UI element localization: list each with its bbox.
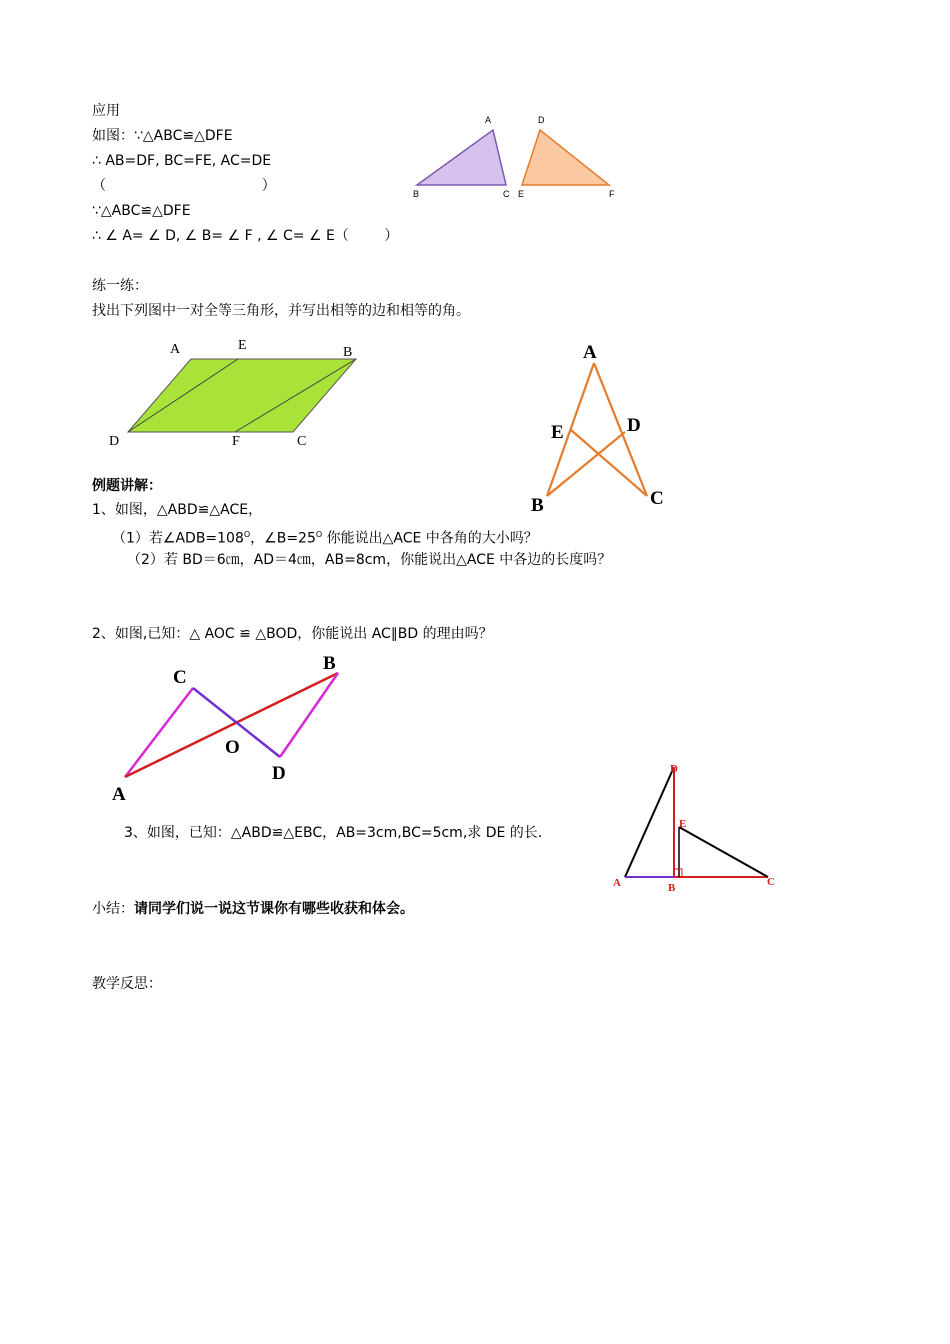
summary-label: 小结： — [92, 901, 134, 917]
summary — [92, 900, 414, 918]
parallelogram-adcb — [128, 359, 356, 432]
apply-line-4: ∵△ABC≌△DFE — [92, 203, 191, 219]
question-1: 1、如图，△ABD≌△ACE， — [92, 502, 263, 518]
figure-q2-bowtie — [105, 655, 365, 805]
examples-heading: 例题讲解： — [92, 478, 162, 494]
label-e: E — [679, 818, 687, 830]
label-d: D — [109, 434, 120, 449]
label-f: F — [609, 189, 615, 199]
reflection-label: 教学反思： — [92, 976, 162, 992]
label-b: B — [668, 882, 676, 894]
question-3: 3、如图，已知：△ABD≌△EBC，AB=3cm,BC=5cm,求 DE 的长. — [124, 825, 543, 841]
label-c: C — [297, 434, 307, 449]
question-1-part-2: （2）若 BD＝6㎝，AD＝4㎝，AB=8cm，你能说出△ACE 中各边的长度吗？ — [127, 552, 612, 568]
apply-heading: 应用 — [92, 103, 120, 119]
label-c: C — [503, 189, 510, 199]
figure-q3-right-triangles — [605, 757, 790, 897]
apply-line-5: ∴ ∠ A= ∠ D, ∠ B= ∠ F , ∠ C= ∠ E（ ） — [92, 228, 399, 244]
label-c: C — [767, 876, 775, 888]
apply-line-1: 如图：∵△ABC≌△DFE — [92, 128, 233, 144]
label-b: B — [323, 653, 336, 674]
degree-mark: O — [315, 530, 323, 539]
label-e: E — [551, 422, 564, 443]
apply-line-3: （ ） — [92, 178, 276, 194]
label-b: B — [531, 495, 544, 516]
segment-ad — [625, 767, 674, 877]
label-b: B — [413, 189, 420, 199]
label-f: F — [232, 434, 240, 449]
triangle-abc — [417, 130, 506, 185]
label-d: D — [272, 763, 286, 784]
segment-bd — [280, 673, 338, 757]
label-a: A — [170, 342, 181, 357]
label-o: O — [225, 737, 240, 758]
label-d: D — [670, 763, 678, 775]
label-d: D — [538, 115, 545, 125]
label-a: A — [485, 115, 492, 125]
segment-ec — [679, 827, 768, 877]
practice-heading: 练一练： — [92, 278, 148, 294]
label-a: A — [613, 877, 621, 889]
segment-ac — [125, 688, 193, 777]
label-d: D — [627, 415, 641, 436]
summary-text: 请同学们说一说这节课你有哪些收获和体会。 — [134, 901, 414, 917]
practice-instruction: 找出下列图中一对全等三角形，并写出相等的边和相等的角。 — [92, 303, 470, 319]
segment-ec — [571, 430, 647, 496]
figure-isosceles-crossing — [525, 338, 685, 523]
question-2: 2、如图,已知：△ AOC ≌ △BOD，你能说出 AC∥BD 的理由吗？ — [92, 626, 493, 642]
figure-congruent-triangles — [405, 108, 635, 203]
label-e: E — [518, 189, 525, 199]
right-angle-mark — [674, 869, 682, 877]
triangle-dfe — [522, 130, 609, 185]
label-c: C — [650, 488, 664, 509]
segment-ab — [125, 673, 338, 777]
apply-line-2: ∴ AB=DF, BC=FE, AC=DE — [92, 153, 272, 169]
label-b: B — [343, 345, 353, 360]
label-a: A — [112, 784, 126, 805]
question-1-part-1: （1）若$\angle ADB=108^O$，$\angle B=25^O$ 你能说出△ACE 中各角的大小吗？ — [112, 530, 538, 547]
degree-mark: O — [243, 530, 251, 539]
label-e: E — [238, 338, 247, 353]
label-c: C — [173, 667, 187, 688]
label-a: A — [583, 342, 597, 363]
figure-parallelogram — [100, 335, 370, 450]
